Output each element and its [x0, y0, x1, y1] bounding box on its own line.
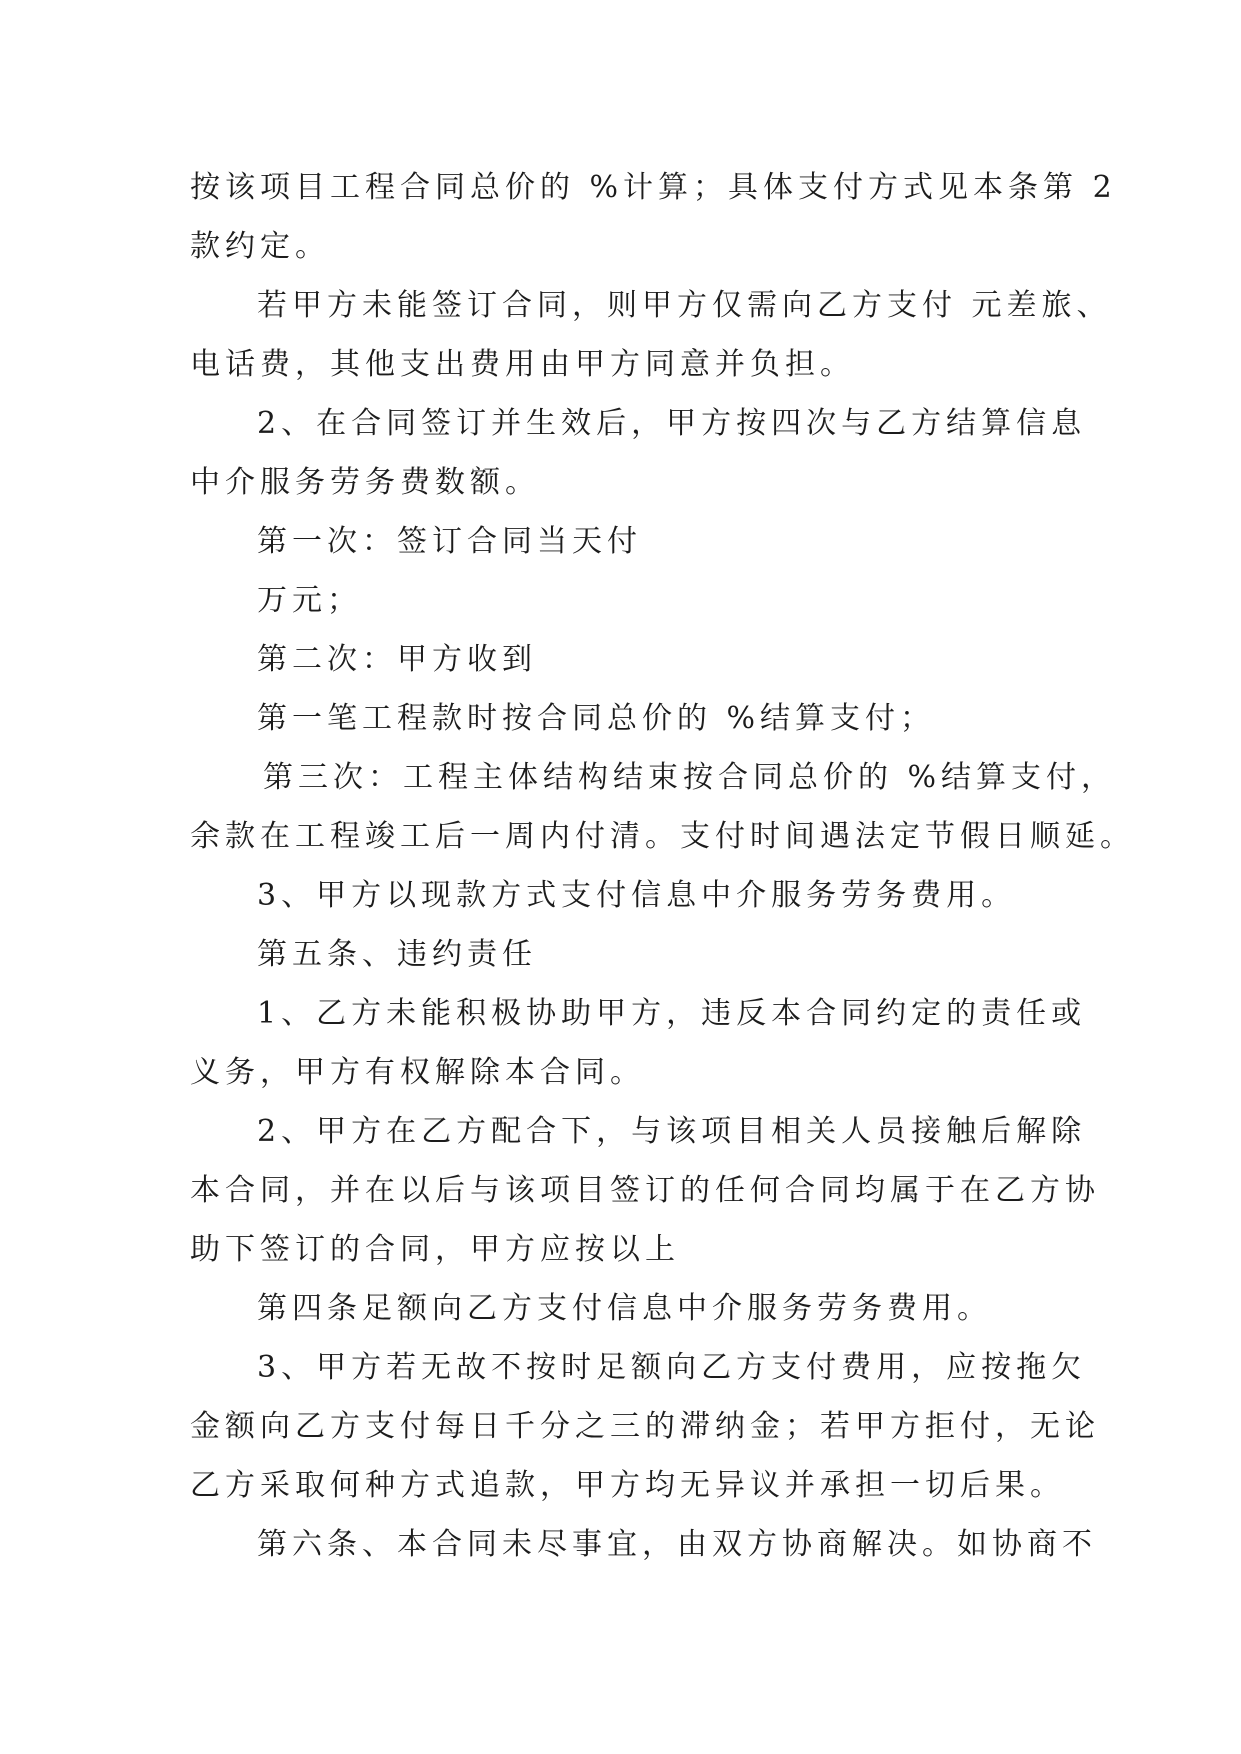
paragraph	[190, 630, 1070, 689]
text-line: 1、乙方未能积极协助甲方，违反本合同约定的责任或	[257, 996, 1087, 1031]
paragraph	[190, 1338, 1100, 1515]
text-line: 第二次：甲方收到	[257, 642, 537, 677]
text-line: 中介服务劳务费数额。	[190, 465, 540, 500]
text-line: 第一笔工程款时按合同总价的 %结算支付；	[257, 701, 936, 736]
text-line: 第六条、本合同未尽事宜，由双方协商解决。如协商不	[257, 1527, 1097, 1562]
text-line: 金额向乙方支付每日千分之三的滞纳金；若甲方拒付，无论	[190, 1409, 1100, 1444]
paragraph	[190, 866, 1070, 925]
text-line: 第一次：签订合同当天付	[257, 524, 642, 559]
paragraph	[190, 1279, 1070, 1338]
paragraph	[190, 984, 1087, 1102]
text-line: 按该项目工程合同总价的 %计算；具体支付方式见本条第 2	[190, 170, 1117, 205]
paragraph	[190, 158, 1117, 276]
paragraph	[190, 394, 1087, 512]
text-line: 义务，甲方有权解除本合同。	[190, 1055, 645, 1090]
text-line: 2、在合同签订并生效后，甲方按四次与乙方结算信息	[257, 406, 1087, 441]
text-line: 第五条、违约责任	[257, 937, 537, 972]
text-line: 3、甲方若无故不按时足额向乙方支付费用，应按拖欠	[257, 1350, 1087, 1385]
paragraph	[190, 689, 1070, 748]
text-line: 本合同，并在以后与该项目签订的任何合同均属于在乙方协	[190, 1173, 1100, 1208]
text-line: 乙方采取何种方式追款，甲方均无异议并承担一切后果。	[190, 1468, 1065, 1503]
document-body	[190, 158, 1135, 1574]
paragraph	[190, 512, 1070, 571]
text-line: 助下签订的合同，甲方应按以上	[190, 1232, 680, 1267]
paragraph	[190, 276, 1112, 394]
text-line: 余款在工程竣工后一周内付清。支付时间遇法定节假日顺延。	[190, 819, 1135, 854]
paragraph	[190, 748, 1135, 866]
text-line: 万元；	[257, 583, 362, 618]
text-line: 电话费，其他支出费用由甲方同意并负担。	[190, 347, 855, 382]
paragraph	[190, 1102, 1100, 1279]
text-line: 第四条足额向乙方支付信息中介服务劳务费用。	[257, 1291, 992, 1326]
text-line: 第三次：工程主体结构结束按合同总价的 %结算支付，	[263, 760, 1117, 795]
section-heading	[190, 1515, 1097, 1574]
text-line: 款约定。	[190, 229, 330, 264]
text-line: 若甲方未能签订合同，则甲方仅需向乙方支付 元差旅、	[257, 288, 1112, 323]
text-line: 2、甲方在乙方配合下，与该项目相关人员接触后解除	[257, 1114, 1087, 1149]
text-line: 3、甲方以现款方式支付信息中介服务劳务费用。	[257, 878, 1017, 913]
section-heading	[190, 925, 1070, 984]
paragraph	[190, 571, 1070, 630]
